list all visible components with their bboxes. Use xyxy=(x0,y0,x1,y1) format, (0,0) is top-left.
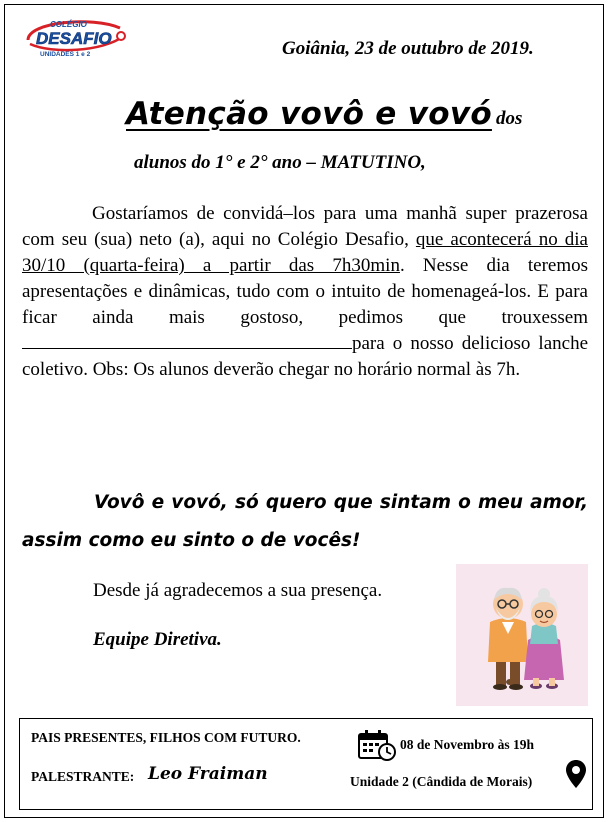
title-main: Atenção vovô e vovó xyxy=(126,96,492,132)
title-tail: dos xyxy=(495,108,523,129)
letter-title xyxy=(126,96,522,132)
letter-date: Goiânia, 23 de outubro de 2019. xyxy=(282,38,534,59)
fill-in-blank-line xyxy=(22,332,352,349)
body-date-highlight: que acontecerá no dia 30/10 (quarta-feira) a partir das 7h30min xyxy=(22,229,588,276)
invitation-paragraph xyxy=(22,201,588,383)
banner-slogan: PAIS PRESENTES, FILHOS COM FUTURO. xyxy=(31,730,301,745)
thanks-line: Desde já agradecemos a sua presença. xyxy=(93,580,383,601)
logo-name: DESAFIO xyxy=(36,29,112,48)
body-text-1: Gostaríamos de convidá–los para uma manhã super prazerosa com seu (sua) neto (a), aqui no Colégio Desafio, xyxy=(22,203,588,250)
school-logo xyxy=(22,14,130,60)
signature-team: Equipe Diretiva. xyxy=(93,629,222,650)
speaker-name: Leo Fraiman xyxy=(148,764,268,784)
speaker-label: PALESTRANTE: xyxy=(31,769,135,784)
logo-small-text: COLÉGIO xyxy=(50,20,87,29)
letter-subtitle: alunos do 1° e 2° ano – MATUTINO, xyxy=(134,152,426,173)
grandparents-message xyxy=(22,484,588,560)
grandparents-illustration xyxy=(456,564,588,706)
map-pin-icon xyxy=(565,759,587,789)
event-date: 08 de Novembro às 19h xyxy=(400,737,535,752)
logo-units: UNIDADES 1 e 2 xyxy=(40,51,91,58)
body-text-2: . Nesse dia teremos apresentações e dinâmicas, tudo com o intuito de homenageá-los. E para ficar ainda mais gostoso, pedimos que trouxessem xyxy=(22,255,589,328)
message-text: Vovô e vovó, só quero que sintam o meu amor, assim como eu sinto o de vocês! xyxy=(22,492,588,551)
body-text-3: para o nosso delicioso lanche coletivo. Obs: Os alunos deverão chegar no horário normal às 7h. xyxy=(22,333,588,380)
calendar-clock-icon xyxy=(357,728,397,762)
event-banner xyxy=(19,718,593,810)
event-place: Unidade 2 (Cândida de Morais) xyxy=(350,774,533,789)
